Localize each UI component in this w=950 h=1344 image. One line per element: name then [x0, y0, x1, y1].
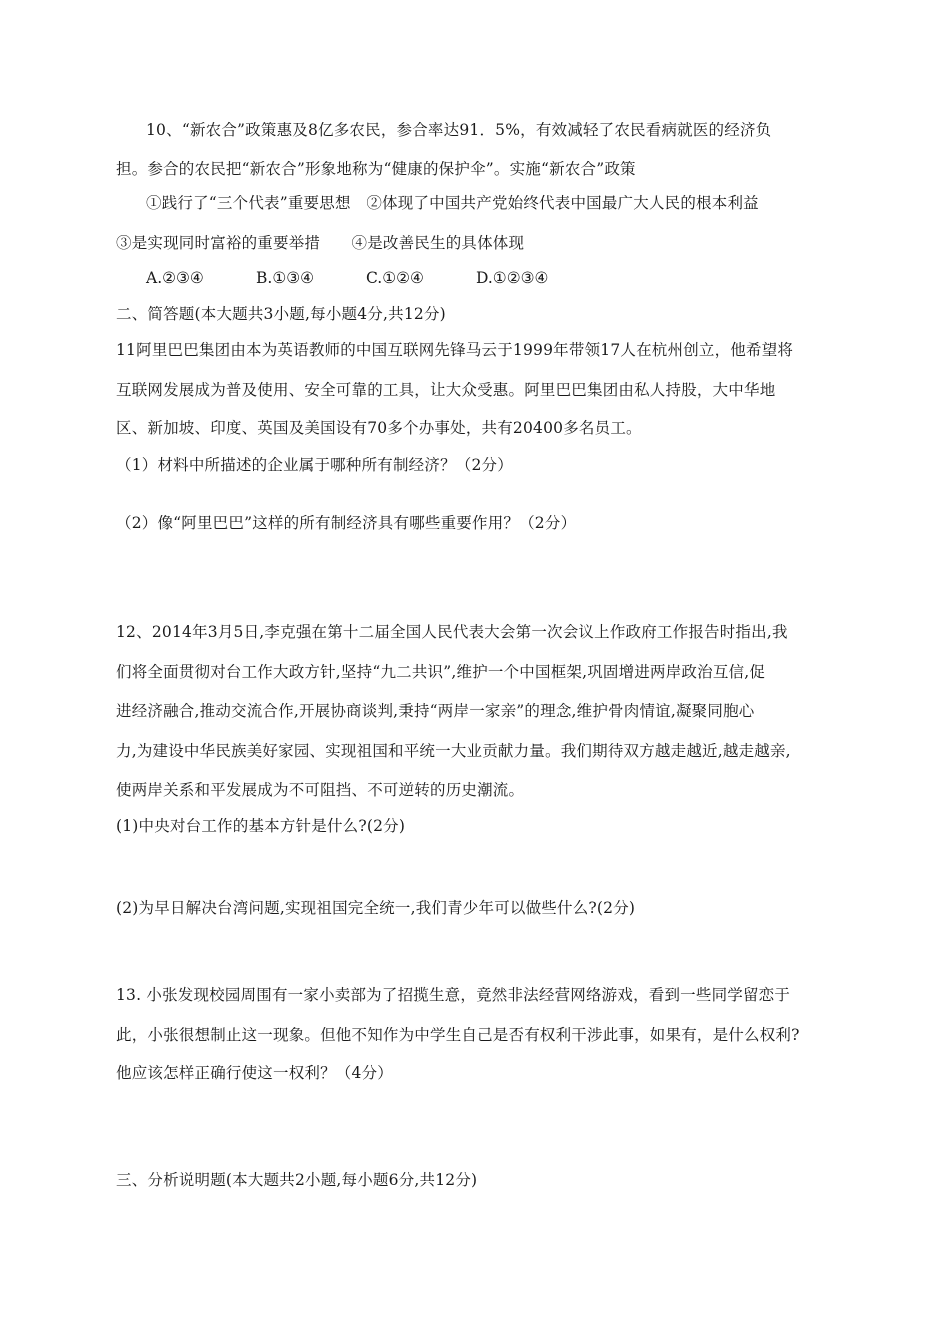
q10-line-4: ③是实现同时富裕的重要举措 ④是改善民生的具体体现 [116, 234, 525, 252]
q12-subquestion-2: (2)为早日解决台湾问题,实现祖国完全统一,我们青少年可以做些什么?(2分) [116, 899, 636, 917]
q11-subquestion-1: （1）材料中所描述的企业属于哪种所有制经济？（2分） [116, 456, 513, 474]
q12-line-4: 力,为建设中华民族美好家园、实现祖国和平统一大业贡献力量。我们期待双方越走越近,越走越亲, [116, 742, 791, 760]
q11-line-1: 11阿里巴巴集团由本为英语教师的中国互联网先锋马云于1999年带领17人在杭州创立，他希望将 [116, 341, 794, 359]
q11-subquestion-2: （2）像“阿里巴巴”这样的所有制经济具有哪些重要作用？（2分） [116, 514, 577, 532]
q10-line-2: 担。参合的农民把“新农合”形象地称为“健康的保护伞”。实施“新农合”政策 [116, 160, 636, 178]
q12-subquestion-1: (1)中央对台工作的基本方针是什么?(2分) [116, 817, 406, 835]
q10-line-1: 10、“新农合”政策惠及8亿多农民，参合率达91．5%，有效减轻了农民看病就医的经济负 [146, 121, 772, 139]
q10-option-b: B.①③④ [256, 269, 315, 287]
q10-option-a: A.②③④ [146, 269, 204, 287]
q10-options [146, 268, 548, 288]
q12-line-5: 使两岸关系和平发展成为不可阻挡、不可逆转的历史潮流。 [116, 781, 525, 799]
q11-line-2: 互联网发展成为普及使用、安全可靠的工具，让大众受惠。阿里巴巴集团由私人持股，大中华地 [116, 381, 776, 399]
q10-option-d: D.①②③④ [476, 269, 549, 287]
section-3-heading: 三、分析说明题(本大题共2小题,每小题6分,共12分) [116, 1171, 478, 1189]
q12-line-3: 进经济融合,推动交流合作,开展协商谈判,秉持“两岸一家亲”的理念,维护骨肉情谊,凝聚同胞心 [116, 702, 755, 720]
q13-line-3: 他应该怎样正确行使这一权利？（4分） [116, 1064, 393, 1082]
q11-line-3: 区、新加坡、印度、英国及美国设有70多个办事处，共有20400多名员工。 [116, 419, 642, 437]
q13-line-2: 此，小张很想制止这一现象。但他不知作为中学生自己是否有权利干涉此事，如果有，是什么权利? [116, 1026, 800, 1044]
q13-line-1: 13. 小张发现校园周围有一家小卖部为了招揽生意，竟然非法经营网络游戏，看到一些同学留恋于 [116, 986, 791, 1004]
section-2-heading: 二、简答题(本大题共3小题,每小题4分,共12分) [116, 305, 446, 323]
q10-line-3: ①践行了“三个代表”重要思想 ②体现了中国共产党始终代表中国最广大人民的根本利益 [146, 194, 759, 212]
q10-option-c: C.①②④ [366, 269, 424, 287]
q12-line-2: 们将全面贯彻对台工作大政方针,坚持“九二共识”,维护一个中国框架,巩固增进两岸政治互信,促 [116, 663, 766, 681]
q12-line-1: 12、2014年3月5日,李克强在第十二届全国人民代表大会第一次会议上作政府工作报告时指出,我 [116, 623, 788, 641]
